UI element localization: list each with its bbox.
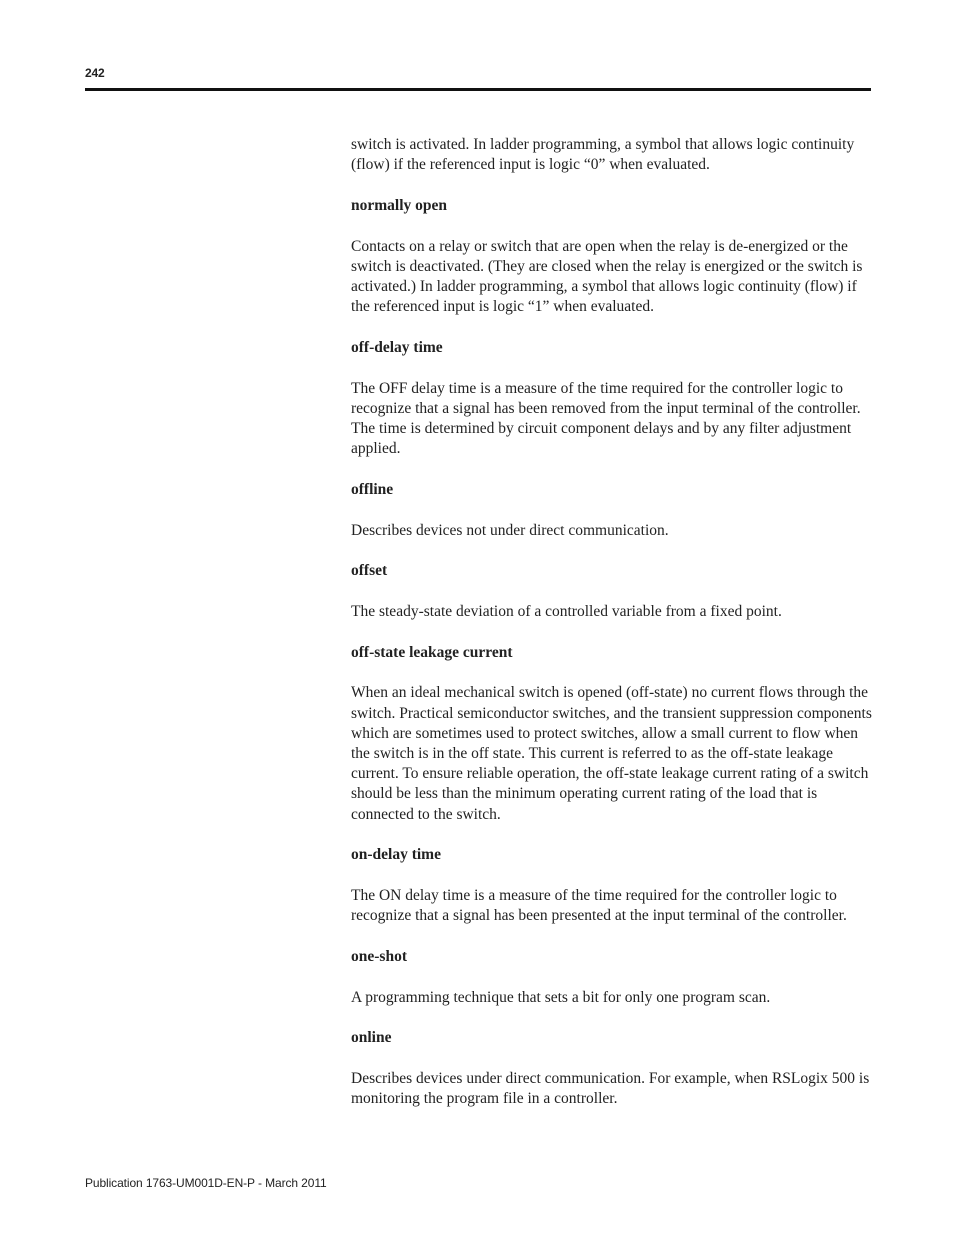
glossary-term: off-delay time [351,338,443,356]
glossary-definition: When an ideal mechanical switch is opened (off-state) no current flows through the switch. Practical semiconductor switches, and the transient suppression components which are sometimes used to protect switches, allow a small current to flow when the switch is in the off state. This current is referred to as the off-state leakage current. To ensure reliable operation, the off-state leakage current rating of a switch should be less than the minimum operating current rating of the load that is connected to the switch. [351,684,872,823]
glossary-definition: Describes devices under direct communication. For example, when RSLogix 500 is monitoring the program file in a controller. [351,1070,870,1108]
glossary-definition: Contacts on a relay or switch that are open when the relay is de-energized or the switch is deactivated. (They are closed when the relay is energized or the switch is activated.) In ladder programming, a symbol that allows logic continuity (flow) if the referenced input is logic “1” when evaluated. [351,237,863,316]
intro-paragraph: switch is activated. In ladder programming, a symbol that allows logic continuity (flow) if the referenced input is logic “0” when evaluated. [351,136,855,174]
glossary-term: off-state leakage current [351,643,513,661]
glossary-definition: Describes devices not under direct communication. [351,521,669,539]
glossary-term: on-delay time [351,846,441,864]
glossary-content [351,135,873,1110]
glossary-definition: The OFF delay time is a measure of the time required for the controller logic to recognize that a signal has been removed from the input terminal of the controller. The time is determined by circuit component delays and by any filter adjustment applied. [351,379,861,458]
glossary-definition: The steady-state deviation of a controlled variable from a fixed point. [351,603,782,621]
glossary-term: one-shot [351,947,407,965]
glossary-term: offset [351,562,388,580]
glossary-term: online [351,1029,392,1047]
footer-publication: Publication 1763-UM001D-EN-P - March 2011 [85,1176,327,1190]
glossary-term: normally open [351,196,448,214]
page-number: 242 [85,66,105,80]
header-rule [85,88,871,91]
glossary-definition: A programming technique that sets a bit for only one program scan. [351,988,771,1006]
glossary-term: offline [351,480,394,498]
glossary-definition: The ON delay time is a measure of the time required for the controller logic to recognize that a signal has been presented at the input terminal of the controller. [351,887,847,925]
